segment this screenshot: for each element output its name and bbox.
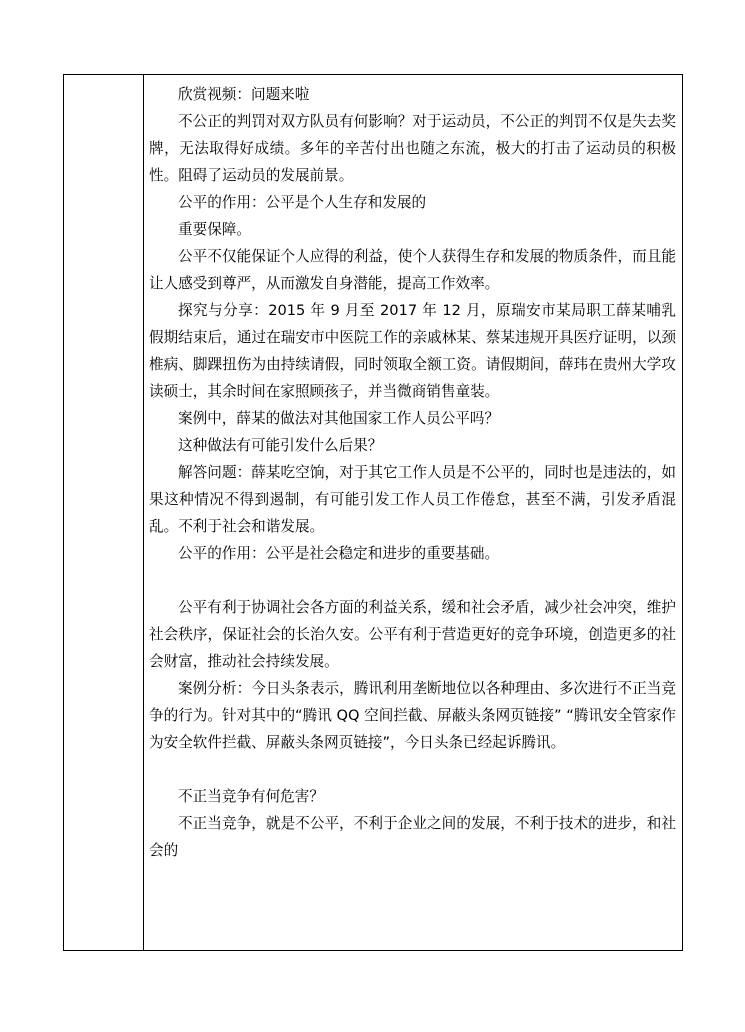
table-left-column (64, 75, 144, 950)
paragraph-explore-share: 探究与分享：2015 年 9 月至 2017 年 12 月，原瑞安市某局职工薛某哺乳假期结束后，通过在瑞安市中医院工作的亲戚林某、蔡某违规开具医疗证明，以颈椎病、脚踝扭伤为由持续请假，同时领取全额工资。请假期间，薛玮在贵州大学攻读硕士，其余时间在家照顾孩子，并当微商销售童装。 (149, 302, 676, 400)
paragraph-fairness-role-1-cont: 重要保障。 (178, 221, 251, 238)
paragraph-answer: 解答问题：薛某吃空饷，对于其它工作人员是不公平的，同时也是违法的，如果这种情况不得到遏制，有可能引发工作人员工作倦怠，甚至不满，引发矛盾混乱。不利于社会和谐发展。 (149, 464, 676, 535)
paragraph-unfair-penalty: 不公正的判罚对双方队员有何影响？对于运动员，不公正的判罚不仅是失去奖牌，无法取得好成绩。多年的辛苦付出也随之东流，极大的打击了运动员的积极性。阻碍了运动员的发展前景。 (149, 113, 676, 184)
table-frame (63, 74, 683, 951)
table-content-cell (144, 75, 682, 950)
paragraph-unfair-competition-answer: 不正当竞争，就是不公平，不利于企业之间的发展，不利于技术的进步，和社会的 (149, 815, 676, 859)
paragraph-fairness-role-1: 公平的作用：公平是个人生存和发展的 (178, 194, 427, 211)
paragraph-case-analysis: 案例分析：今日头条表示，腾讯利用垄断地位以各种理由、多次进行不正当竞争的行为。针对其中的“腾讯 QQ 空间拦截、屏蔽头条网页链接” “腾讯安全管家作为安全软件拦截、屏蔽头条网页链接”，今日头条已经起诉腾讯。 (149, 680, 676, 751)
blank-line (149, 567, 676, 594)
blank-line (149, 756, 676, 783)
paragraph-video-heading: 欣赏视频：问题来啦 (178, 86, 310, 103)
paragraph-fairness-society: 公平有利于协调社会各方面的利益关系，缓和社会矛盾，减少社会冲突，维护社会秩序，保证社会的长治久安。公平有利于营造更好的竞争环境，创造更多的社会财富，推动社会持续发展。 (149, 599, 676, 670)
paragraph-fairness-benefits: 公平不仅能保证个人应得的利益，使个人获得生存和发展的物质条件，而且能让人感受到尊严，从而激发自身潜能，提高工作效率。 (149, 248, 676, 292)
paragraph-fairness-role-2: 公平的作用：公平是社会稳定和进步的重要基础。 (178, 545, 500, 562)
paragraph-question-2: 这种做法有可能引发什么后果？ (178, 437, 383, 454)
paragraph-unfair-competition-question: 不正当竞争有何危害？ (178, 788, 324, 805)
paragraph-question-1: 案例中，薛某的做法对其他国家工作人员公平吗？ (178, 410, 500, 427)
